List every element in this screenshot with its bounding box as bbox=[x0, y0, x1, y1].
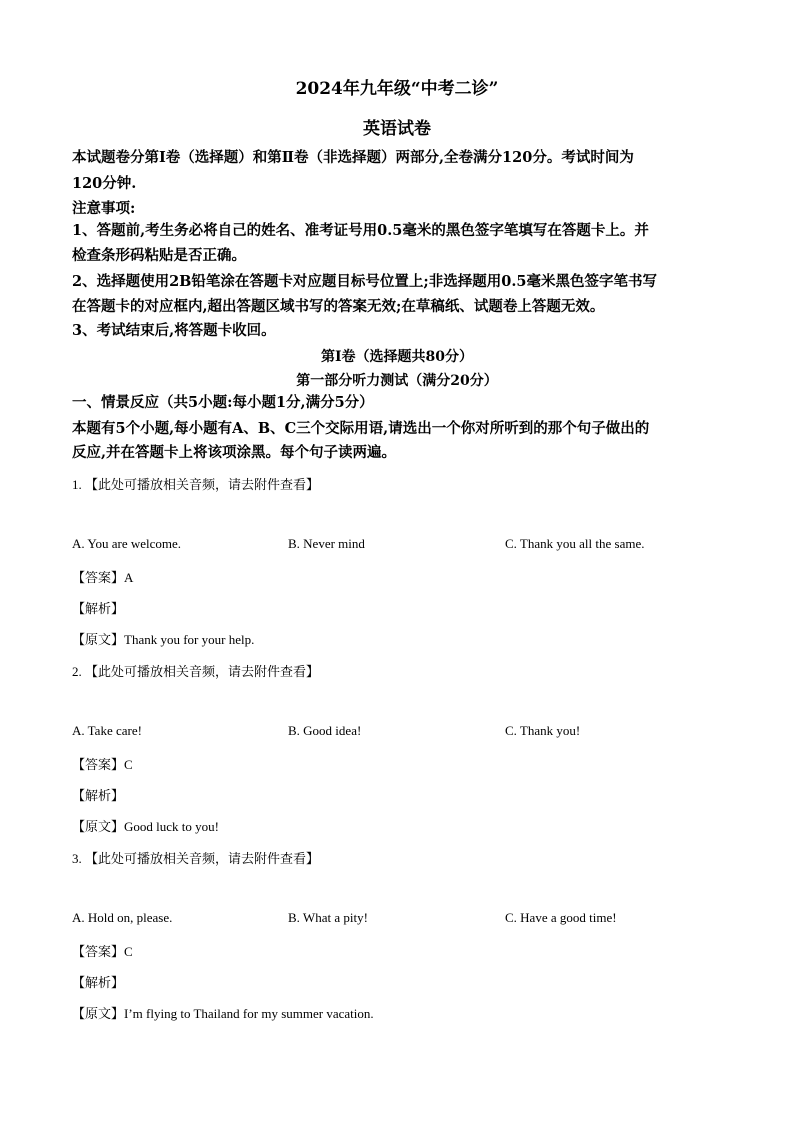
option-c: C. Thank you! bbox=[505, 723, 581, 738]
analysis-label: 【解析】 bbox=[72, 602, 125, 617]
original-label: 【原文】 bbox=[72, 633, 125, 648]
option-a: A. Hold on, please. bbox=[72, 910, 173, 925]
answer-label: 【答案】 bbox=[72, 571, 125, 586]
original-line bbox=[72, 816, 219, 835]
answer-line bbox=[72, 567, 133, 586]
answer-label: 【答案】 bbox=[72, 758, 125, 773]
note-1a: 1、答题前,考生务必将自己的姓名、准考证号用0.5毫米的黑色签字笔填写在答题卡上。并 bbox=[72, 222, 649, 239]
note-2b: 在答题卡的对应框内,超出答题区域书写的答案无效;在草稿纸、试题卷上答题无效。 bbox=[72, 298, 605, 315]
original-text: Thank you for your help. bbox=[124, 632, 255, 647]
analysis-label: 【解析】 bbox=[72, 976, 125, 991]
option-b: B. What a pity! bbox=[288, 910, 368, 925]
original-line bbox=[72, 629, 254, 648]
answer-line bbox=[72, 941, 133, 960]
exam-title: 2024年九年级“中考二诊” bbox=[295, 79, 499, 99]
intro-line-2: 120分钟. bbox=[72, 175, 137, 192]
notes-heading: 注意事项: bbox=[72, 200, 136, 217]
original-line bbox=[72, 1003, 374, 1022]
question-stem: 1. 【此处可播放相关音频，请去附件查看】 bbox=[72, 477, 320, 492]
note-2a: 2、选择题使用2B铅笔涂在答题卡对应题目标号位置上;非选择题用0.5毫米黑色签字笔书写 bbox=[72, 273, 658, 290]
option-b: B. Never mind bbox=[288, 536, 365, 551]
original-label: 【原文】 bbox=[72, 1007, 125, 1022]
answer-value: C bbox=[124, 944, 133, 959]
part-heading: 第一部分听力测试（满分20分） bbox=[296, 373, 498, 389]
answer-value: C bbox=[124, 757, 133, 772]
note-3: 3、考试结束后,将答题卡收回。 bbox=[72, 322, 276, 339]
answer-label: 【答案】 bbox=[72, 945, 125, 960]
original-text: I’m flying to Thailand for my summer vacation. bbox=[124, 1006, 374, 1021]
option-c: C. Have a good time! bbox=[505, 910, 617, 925]
option-a: A. You are welcome. bbox=[72, 536, 182, 551]
option-b: B. Good idea! bbox=[288, 723, 362, 738]
intro-line-1: 本试题卷分第Ⅰ卷（选择题）和第Ⅱ卷（非选择题）两部分,全卷满分120分。考试时间为 bbox=[72, 149, 634, 166]
answer-value: A bbox=[124, 570, 134, 585]
analysis-line bbox=[72, 972, 124, 991]
exam-subtitle: 英语试卷 bbox=[363, 119, 431, 139]
question-stem: 2. 【此处可播放相关音频，请去附件查看】 bbox=[72, 664, 320, 679]
option-a: A. Take care! bbox=[72, 723, 142, 738]
option-c: C. Thank you all the same. bbox=[505, 536, 645, 551]
original-label: 【原文】 bbox=[72, 820, 125, 835]
note-1b: 检查条形码粘贴是否正确。 bbox=[72, 247, 246, 264]
section-desc-2: 反应,并在答题卡上将该项涂黑。每个句子读两遍。 bbox=[72, 444, 397, 461]
question-stem: 3. 【此处可播放相关音频，请去附件查看】 bbox=[72, 851, 320, 866]
analysis-line bbox=[72, 785, 124, 804]
answer-line bbox=[72, 754, 133, 773]
section-desc-1: 本题有5个小题,每小题有A、B、C三个交际用语,请选出一个你对所听到的那个句子做出的 bbox=[72, 420, 650, 437]
volume-heading: 第Ⅰ卷（选择题共80分） bbox=[320, 349, 474, 365]
original-text: Good luck to you! bbox=[124, 819, 219, 834]
section-heading: 一、情景反应（共5小题:每小题1分,满分5分） bbox=[72, 394, 374, 411]
analysis-line bbox=[72, 598, 124, 617]
analysis-label: 【解析】 bbox=[72, 789, 125, 804]
